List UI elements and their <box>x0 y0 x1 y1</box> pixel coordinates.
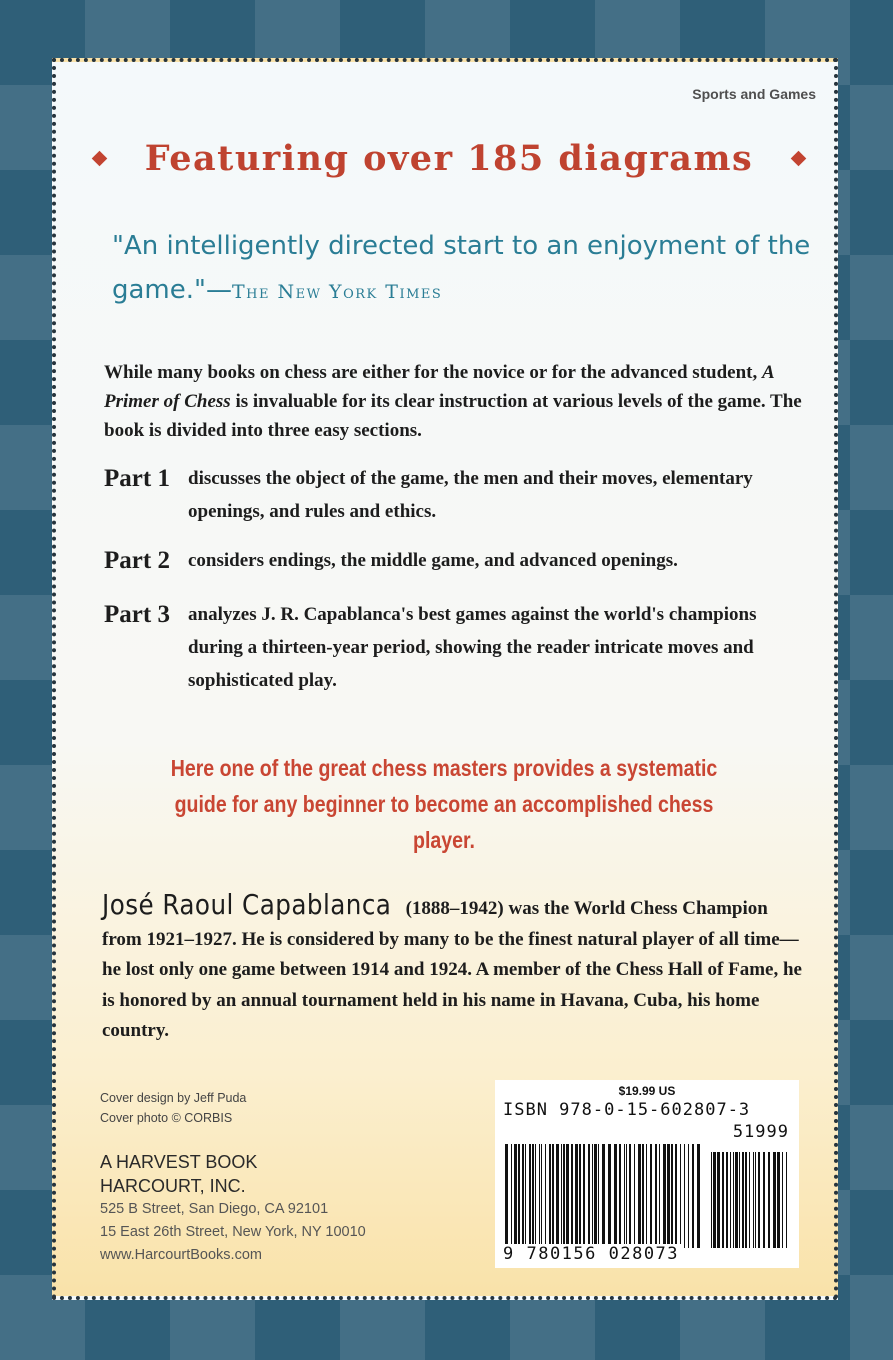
barcode-bar <box>646 1144 647 1248</box>
barcode-bar <box>675 1144 677 1248</box>
barcode-bar <box>608 1144 611 1248</box>
barcode-bar <box>619 1144 621 1248</box>
barcode-bar <box>556 1144 559 1248</box>
barcode-bar <box>688 1144 689 1248</box>
barcode-bar <box>650 1144 652 1248</box>
part-label: Part 2 <box>104 547 170 574</box>
barcode-bar <box>532 1144 534 1248</box>
author-bio <box>102 890 812 1047</box>
barcode-bar <box>566 1144 569 1248</box>
intro-after: is invaluable for its clear instruction at various levels of the game. The book is divided into three easy sections. <box>104 391 802 441</box>
barcode-bar <box>711 1152 712 1248</box>
barcode-bar <box>777 1152 780 1248</box>
barcode-bar <box>541 1144 542 1248</box>
barcode-bar <box>552 1144 554 1248</box>
barcode-bar <box>575 1144 578 1248</box>
quote-dash: — <box>205 275 232 305</box>
barcode-bar <box>773 1152 776 1248</box>
barcode-bar <box>655 1144 657 1248</box>
barcode-bar <box>514 1144 517 1248</box>
part-2 <box>104 544 804 577</box>
review-quote <box>112 224 812 314</box>
barcode-bar <box>755 1152 756 1248</box>
barcode-image <box>505 1144 789 1260</box>
barcode-bar <box>745 1152 747 1248</box>
barcode-bar <box>629 1144 631 1248</box>
barcode-bar <box>722 1152 724 1248</box>
publisher-block <box>100 1150 366 1267</box>
diamond-left-icon <box>92 151 108 167</box>
barcode-bar <box>592 1144 593 1248</box>
barcode-bar <box>726 1152 728 1248</box>
back-cover-panel <box>52 58 838 1300</box>
barcode-box <box>495 1080 799 1268</box>
barcode-bar <box>626 1144 627 1248</box>
barcode-bar <box>730 1152 731 1248</box>
barcode-bar <box>505 1144 508 1248</box>
barcode-bar <box>638 1144 641 1248</box>
barcode-bar <box>549 1144 551 1248</box>
part-label: Part 1 <box>104 465 170 492</box>
barcode-bar <box>624 1144 625 1248</box>
barcode-bar <box>749 1152 750 1248</box>
barcode-bar <box>529 1144 531 1248</box>
barcode-bar <box>614 1144 617 1248</box>
barcode-bar <box>598 1144 599 1248</box>
publisher-address-1: 525 B Street, San Diego, CA 92101 <box>100 1201 329 1217</box>
part-1 <box>104 462 804 528</box>
barcode-bar <box>742 1152 744 1248</box>
barcode-bar <box>588 1144 590 1248</box>
barcode-bar <box>697 1144 700 1248</box>
featuring-text: Featuring over 185 diagrams <box>144 138 754 179</box>
intro-before: While many books on chess are either for the novice or for the advanced student, <box>104 362 762 383</box>
barcode-bar <box>667 1144 670 1248</box>
publisher-address-2: 15 East 26th Street, New York, NY 10010 <box>100 1224 366 1240</box>
barcode-bar <box>571 1144 573 1248</box>
barcode-bar <box>733 1152 734 1248</box>
barcode-bar <box>659 1144 660 1248</box>
barcode-bar <box>535 1144 536 1248</box>
barcode-bar <box>663 1144 666 1248</box>
barcode-bar <box>522 1144 524 1248</box>
barcode-bar <box>642 1144 644 1248</box>
cover-photo-credit: Cover photo © CORBIS <box>100 1111 233 1125</box>
barcode-bar <box>768 1152 770 1248</box>
bio-text: (1888–1942) was the World Chess Champion from 1921–1927. He is considered by many to be the finest natural player of all time—he lost only one game between 1914 and 1924. A member of the Chess Hall of Fame, he is honored by an annual tournament held in his name in Havana, Cuba, his home country. <box>102 898 802 1041</box>
isbn-label: ISBN 978-0-15-602807-3 <box>503 1100 751 1120</box>
cover-credits <box>100 1088 246 1128</box>
part-3 <box>104 598 804 697</box>
featuring-banner <box>94 138 804 179</box>
barcode-bar <box>758 1152 760 1248</box>
part-description: analyzes J. R. Capablanca's best games against the world's champions during a thirteen-year period, showing the reader intricate moves and sophisticated play. <box>188 604 757 691</box>
diamond-right-icon <box>791 151 807 167</box>
price-label: $19.99 US <box>618 1084 676 1098</box>
barcode-bar <box>684 1144 685 1248</box>
author-name: José Raoul Capablanca <box>102 888 392 921</box>
barcode-bar <box>545 1144 546 1248</box>
barcode-bar <box>735 1152 738 1248</box>
barcode-bar <box>539 1144 540 1248</box>
book-title: A Primer of Chess <box>104 362 774 412</box>
barcode-bar <box>680 1144 681 1248</box>
part-description: considers endings, the middle game, and advanced openings. <box>188 550 678 571</box>
barcode-bar <box>518 1144 520 1248</box>
barcode-bar <box>713 1152 716 1248</box>
price-addon-code: 51999 <box>732 1122 789 1142</box>
publisher-name: HARCOURT, INC. <box>100 1176 246 1196</box>
barcode-bar <box>563 1144 565 1248</box>
part-label: Part 3 <box>104 601 170 628</box>
quote-source: The New York Times <box>231 281 443 303</box>
barcode-bar <box>786 1152 787 1248</box>
highlight-tagline: Here one of the great chess masters provides a systematic guide for any beginner to become an accomplished chess player. <box>170 755 718 853</box>
barcode-bar <box>692 1144 694 1248</box>
barcode-bar <box>583 1144 585 1248</box>
quote-text: "An intelligently directed start to an enjoyment of the game." <box>112 231 811 305</box>
intro-paragraph <box>104 358 804 445</box>
barcode-bar <box>594 1144 597 1248</box>
barcode-bar <box>561 1144 562 1248</box>
barcode-bar <box>579 1144 581 1248</box>
cover-design-credit: Cover design by Jeff Puda <box>100 1091 247 1105</box>
barcode-bar <box>717 1152 720 1248</box>
publisher-website: www.HarcourtBooks.com <box>100 1247 262 1263</box>
barcode-bar <box>782 1152 783 1248</box>
barcode-bar <box>525 1144 526 1248</box>
part-description: discusses the object of the game, the men and their moves, elementary openings, and rules and ethics. <box>188 468 753 522</box>
barcode-bar <box>763 1152 765 1248</box>
barcode-bar <box>511 1144 512 1248</box>
barcode-bar <box>671 1144 673 1248</box>
ean-number: 9 780156 028073 <box>503 1244 683 1264</box>
barcode-bar <box>739 1152 740 1248</box>
barcode-bar <box>634 1144 635 1248</box>
publisher-imprint: A HARVEST BOOK <box>100 1152 258 1172</box>
barcode-bar <box>753 1152 754 1248</box>
category-label: Sports and Games <box>692 86 816 102</box>
barcode-bar <box>602 1144 605 1248</box>
